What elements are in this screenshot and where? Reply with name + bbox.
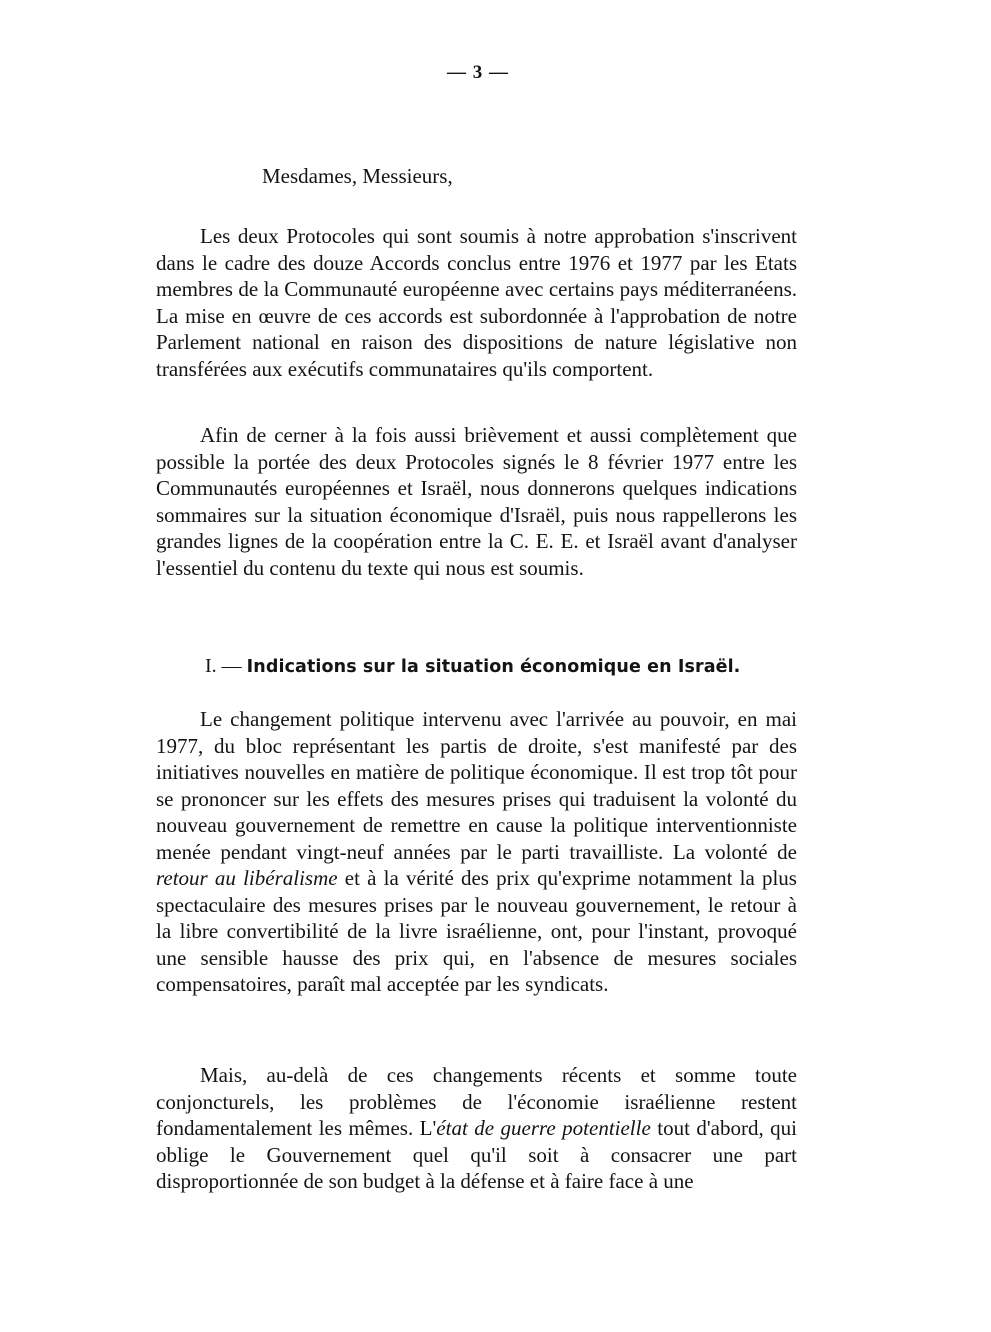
text-run: Mais, au-delà de ces changements récents et somme toute conjoncturels, les problèmes de l'économie israélienne restent fondamentalement les mêmes. L' (156, 1063, 797, 1140)
text-run: Le changement politique intervenu avec l'arrivée au pouvoir, en mai 1977, du bloc représentant les partis de droite, s'est manifesté par des initiatives nouvelles en matière de politique économique. Il est trop tôt pour se prononcer sur les effets des mesures prises qui traduisent la volonté du nouveau gouvernement de remettre en cause la politique interventionniste menée pendant vingt-neuf années par le parti travailliste. La volonté de (156, 707, 797, 864)
text-run: tout d'abord, qui oblige le Gouvernement quel qu'il soit à consacrer une part disproportionnée de son budget à la défense et à faire face à une (156, 1116, 797, 1193)
salutation: Mesdames, Messieurs, (262, 164, 453, 188)
paragraph-political-change (156, 706, 797, 998)
text-run: et à la vérité des prix qu'exprime notamment la plus spectaculaire des mesures prises par le nouveau gouvernement, le retour à la libre convertibilité de la livre israélienne, ont, pour l'instant, provoqué une sensible hausse des prix qui, en l'absence de mesures sociales compensatoires, paraît mal acceptée par les syndicats. (156, 866, 797, 996)
italic-phrase: état de guerre potentielle (436, 1116, 651, 1140)
section-title: Indications sur la situation économique en Israël. (246, 657, 741, 677)
text-run: Les deux Protocoles qui sont soumis à notre approbation s'inscrivent dans le cadre des douze Accords conclus entre 1976 et 1977 par les Etats membres de la Communauté européenne avec certains pays méditerranéens. La mise en œuvre de ces accords est subordonnée à l'approbation de notre Parlement national en raison des dispositions de nature législative non transférées aux exécutifs communataires qu'ils comportent. (156, 224, 797, 381)
section-heading (205, 653, 740, 680)
italic-phrase: retour au libéralisme (156, 866, 338, 890)
page-number: — 3 — (447, 62, 509, 83)
paragraph-structural-problems (156, 1062, 797, 1195)
paragraph-scope (156, 422, 797, 581)
text-run: Afin de cerner à la fois aussi brièvement et aussi complètement que possible la portée des deux Protocoles signés le 8 février 1977 entre les Communautés européennes et Israël, nous donnerons quelques indications sommaires sur la situation économique d'Israël, puis nous rappellerons les grandes lignes de la coopération entre la C. E. E. et Israël avant d'analyser l'essentiel du contenu du texte qui nous est soumis. (156, 423, 797, 580)
paragraph-intro (156, 223, 797, 382)
section-number: I. — (205, 655, 242, 677)
